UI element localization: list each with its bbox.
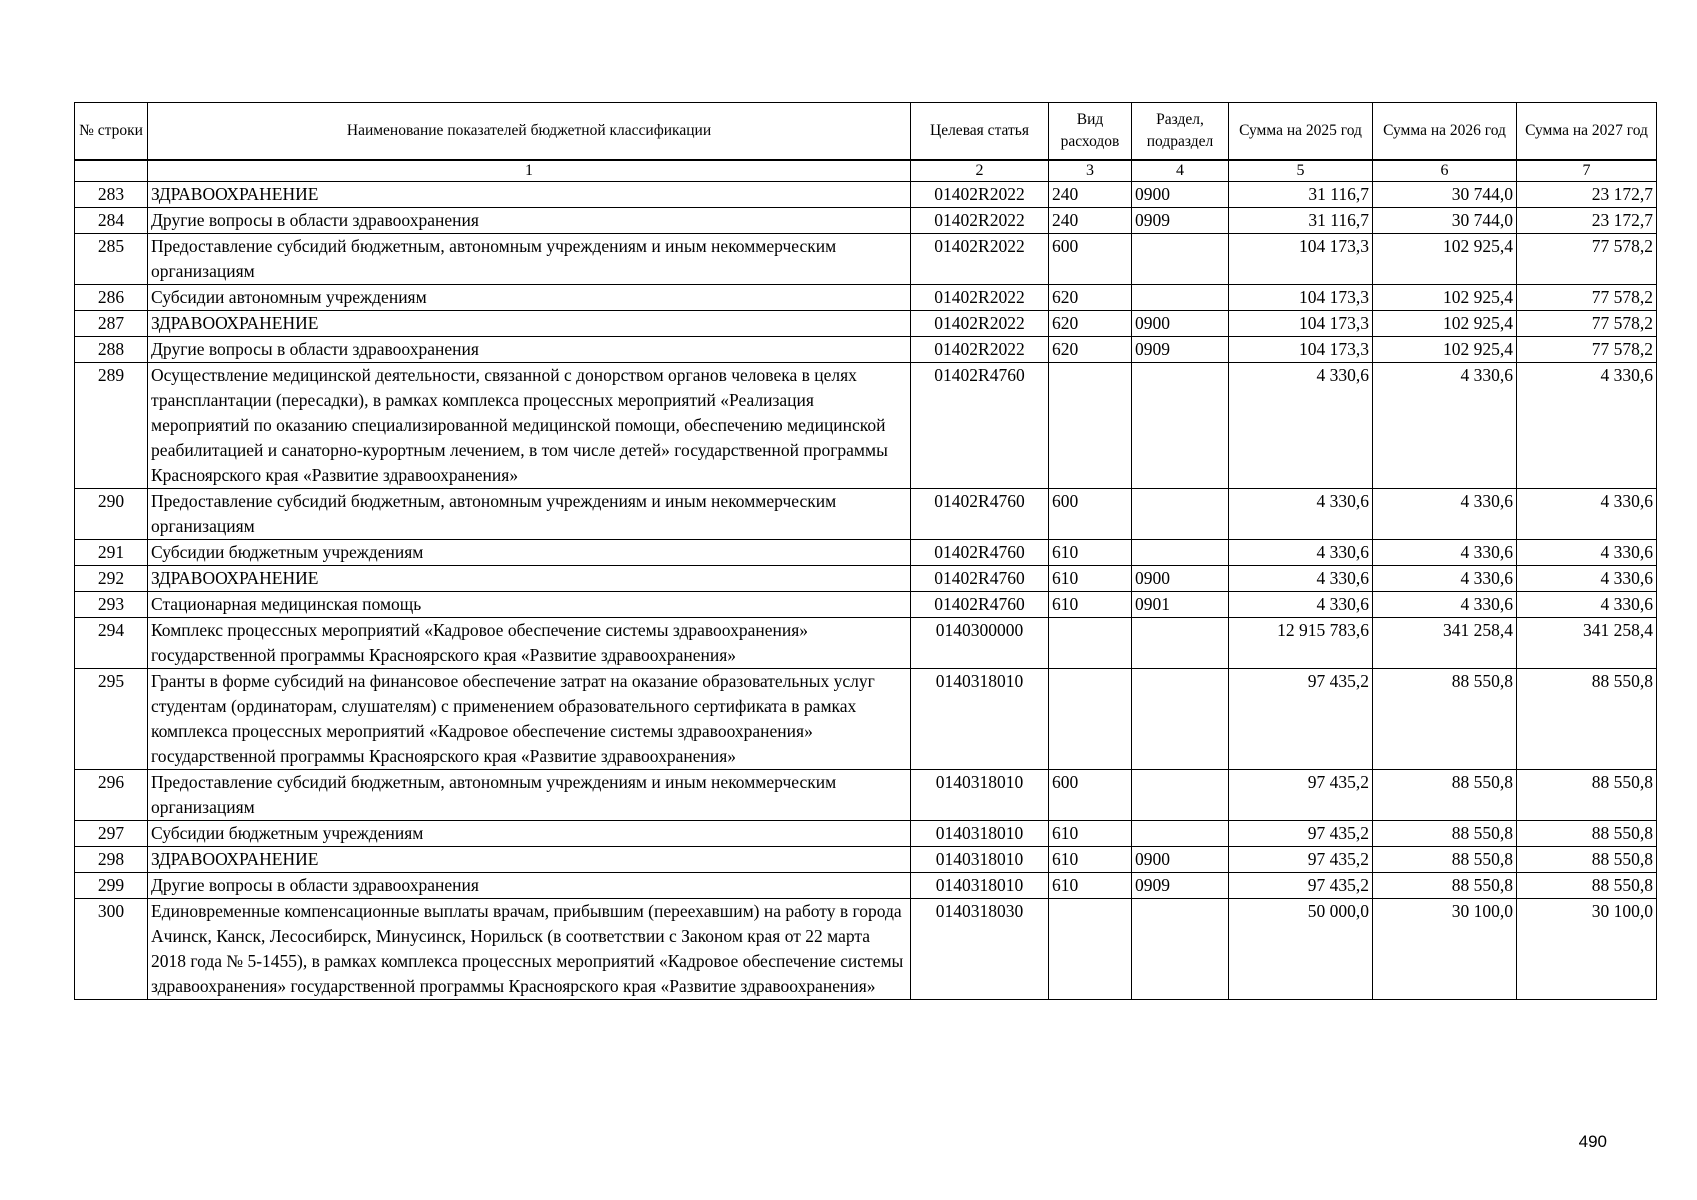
table-row <box>75 540 1657 566</box>
table-row <box>75 363 1657 489</box>
sum-2025: 104 173,3 <box>1229 285 1373 311</box>
header-target-item: Целевая статья <box>911 103 1049 161</box>
indicator-name: ЗДРАВООХРАНЕНИЕ <box>148 311 911 337</box>
indicator-name: Субсидии бюджетным учреждениям <box>148 821 911 847</box>
row-number: 298 <box>75 847 148 873</box>
page-number: 490 <box>1578 1132 1607 1151</box>
sum-2026: 88 550,8 <box>1373 821 1517 847</box>
target-item: 01402R4760 <box>911 489 1049 540</box>
indicator-name: Предоставление субсидий бюджетным, автономным учреждениям и иным некоммерческим организациям <box>148 770 911 821</box>
sum-2025: 50 000,0 <box>1229 899 1373 1000</box>
section-code: 0909 <box>1132 873 1229 899</box>
expense-kind: 600 <box>1049 770 1132 821</box>
section-code <box>1132 618 1229 669</box>
row-number: 284 <box>75 208 148 234</box>
target-item: 01402R4760 <box>911 566 1049 592</box>
indicator-name: ЗДРАВООХРАНЕНИЕ <box>148 566 911 592</box>
table-row <box>75 337 1657 363</box>
expense-kind: 620 <box>1049 311 1132 337</box>
column-number: 7 <box>1517 160 1657 182</box>
column-number <box>75 160 148 182</box>
section-code: 0900 <box>1132 182 1229 208</box>
table-row <box>75 566 1657 592</box>
row-number: 283 <box>75 182 148 208</box>
expense-kind: 240 <box>1049 182 1132 208</box>
indicator-name: Другие вопросы в области здравоохранения <box>148 873 911 899</box>
header-sum-2025: Сумма на 2025 год <box>1229 103 1373 161</box>
sum-2026: 102 925,4 <box>1373 285 1517 311</box>
sum-2026: 4 330,6 <box>1373 540 1517 566</box>
section-code: 0900 <box>1132 311 1229 337</box>
row-number: 299 <box>75 873 148 899</box>
sum-2026: 102 925,4 <box>1373 311 1517 337</box>
table-row <box>75 821 1657 847</box>
sum-2026: 30 744,0 <box>1373 208 1517 234</box>
column-number: 3 <box>1049 160 1132 182</box>
indicator-name: Комплекс процессных мероприятий «Кадровое обеспечение системы здравоохранения» государственной программы Красноярского края «Развитие здравоохранения» <box>148 618 911 669</box>
section-code <box>1132 669 1229 770</box>
table-row <box>75 285 1657 311</box>
expense-kind: 240 <box>1049 208 1132 234</box>
row-number: 288 <box>75 337 148 363</box>
sum-2026: 88 550,8 <box>1373 847 1517 873</box>
section-code: 0909 <box>1132 337 1229 363</box>
sum-2027: 88 550,8 <box>1517 847 1657 873</box>
table-row <box>75 899 1657 1000</box>
section-code <box>1132 234 1229 285</box>
target-item: 0140318010 <box>911 821 1049 847</box>
expense-kind: 610 <box>1049 821 1132 847</box>
sum-2025: 31 116,7 <box>1229 182 1373 208</box>
table-row <box>75 311 1657 337</box>
expense-kind <box>1049 899 1132 1000</box>
expense-kind: 620 <box>1049 285 1132 311</box>
row-number: 297 <box>75 821 148 847</box>
expense-kind: 600 <box>1049 234 1132 285</box>
sum-2027: 341 258,4 <box>1517 618 1657 669</box>
expense-kind <box>1049 618 1132 669</box>
budget-table <box>74 102 1657 1000</box>
column-number: 6 <box>1373 160 1517 182</box>
target-item: 0140300000 <box>911 618 1049 669</box>
indicator-name: Субсидии бюджетным учреждениям <box>148 540 911 566</box>
sum-2027: 4 330,6 <box>1517 540 1657 566</box>
sum-2025: 4 330,6 <box>1229 592 1373 618</box>
section-code: 0900 <box>1132 566 1229 592</box>
row-number: 291 <box>75 540 148 566</box>
sum-2026: 4 330,6 <box>1373 592 1517 618</box>
header-section: Раздел, подраздел <box>1132 103 1229 161</box>
sum-2025: 4 330,6 <box>1229 363 1373 489</box>
row-number: 300 <box>75 899 148 1000</box>
sum-2026: 341 258,4 <box>1373 618 1517 669</box>
table-row <box>75 208 1657 234</box>
section-code <box>1132 540 1229 566</box>
sum-2027: 77 578,2 <box>1517 234 1657 285</box>
expense-kind: 610 <box>1049 540 1132 566</box>
target-item: 01402R2022 <box>911 234 1049 285</box>
section-code <box>1132 363 1229 489</box>
row-number: 293 <box>75 592 148 618</box>
expense-kind: 600 <box>1049 489 1132 540</box>
section-code <box>1132 821 1229 847</box>
sum-2027: 4 330,6 <box>1517 592 1657 618</box>
target-item: 01402R2022 <box>911 182 1049 208</box>
sum-2025: 104 173,3 <box>1229 311 1373 337</box>
indicator-name: Субсидии автономным учреждениям <box>148 285 911 311</box>
table-row <box>75 234 1657 285</box>
sum-2027: 4 330,6 <box>1517 489 1657 540</box>
expense-kind: 610 <box>1049 566 1132 592</box>
target-item: 01402R2022 <box>911 285 1049 311</box>
sum-2027: 88 550,8 <box>1517 770 1657 821</box>
target-item: 01402R4760 <box>911 540 1049 566</box>
indicator-name: ЗДРАВООХРАНЕНИЕ <box>148 182 911 208</box>
expense-kind <box>1049 363 1132 489</box>
header-sum-2027: Сумма на 2027 год <box>1517 103 1657 161</box>
sum-2025: 97 435,2 <box>1229 669 1373 770</box>
sum-2027: 30 100,0 <box>1517 899 1657 1000</box>
target-item: 0140318030 <box>911 899 1049 1000</box>
target-item: 01402R2022 <box>911 311 1049 337</box>
row-number: 296 <box>75 770 148 821</box>
header-expense-kind: Вид расходов <box>1049 103 1132 161</box>
expense-kind: 620 <box>1049 337 1132 363</box>
column-number-row <box>75 160 1657 182</box>
row-number: 292 <box>75 566 148 592</box>
row-number: 286 <box>75 285 148 311</box>
indicator-name: Предоставление субсидий бюджетным, автономным учреждениям и иным некоммерческим организациям <box>148 234 911 285</box>
header-sum-2026: Сумма на 2026 год <box>1373 103 1517 161</box>
sum-2027: 23 172,7 <box>1517 182 1657 208</box>
table-row <box>75 770 1657 821</box>
sum-2027: 4 330,6 <box>1517 566 1657 592</box>
sum-2027: 88 550,8 <box>1517 873 1657 899</box>
expense-kind: 610 <box>1049 592 1132 618</box>
section-code: 0900 <box>1132 847 1229 873</box>
expense-kind: 610 <box>1049 873 1132 899</box>
sum-2026: 88 550,8 <box>1373 770 1517 821</box>
row-number: 289 <box>75 363 148 489</box>
indicator-name: Предоставление субсидий бюджетным, автономным учреждениям и иным некоммерческим организациям <box>148 489 911 540</box>
sum-2026: 88 550,8 <box>1373 873 1517 899</box>
sum-2025: 4 330,6 <box>1229 489 1373 540</box>
indicator-name: Осуществление медицинской деятельности, связанной с донорством органов человека в целях трансплантации (пересадки), в рамках комплекса процессных мероприятий «Реализация мероприятий по оказанию специализированной медицинской помощи, обеспечению медицинской реабилитацией и санаторно-курортным лечением, в том числе детей» государственной программы Красноярского края «Развитие здравоохранения» <box>148 363 911 489</box>
section-code <box>1132 285 1229 311</box>
table-row <box>75 182 1657 208</box>
sum-2025: 97 435,2 <box>1229 847 1373 873</box>
table-row <box>75 669 1657 770</box>
sum-2025: 97 435,2 <box>1229 821 1373 847</box>
sum-2026: 30 744,0 <box>1373 182 1517 208</box>
sum-2025: 4 330,6 <box>1229 566 1373 592</box>
target-item: 01402R2022 <box>911 337 1049 363</box>
column-number: 1 <box>148 160 911 182</box>
table-row <box>75 618 1657 669</box>
sum-2027: 4 330,6 <box>1517 363 1657 489</box>
indicator-name: Другие вопросы в области здравоохранения <box>148 208 911 234</box>
expense-kind: 610 <box>1049 847 1132 873</box>
sum-2027: 88 550,8 <box>1517 821 1657 847</box>
sum-2027: 77 578,2 <box>1517 285 1657 311</box>
header-row <box>75 103 1657 161</box>
sum-2025: 104 173,3 <box>1229 337 1373 363</box>
column-number: 5 <box>1229 160 1373 182</box>
expense-kind <box>1049 669 1132 770</box>
header-row-no: № строки <box>75 103 148 161</box>
sum-2025: 97 435,2 <box>1229 873 1373 899</box>
target-item: 01402R4760 <box>911 592 1049 618</box>
indicator-name: ЗДРАВООХРАНЕНИЕ <box>148 847 911 873</box>
sum-2026: 102 925,4 <box>1373 337 1517 363</box>
sum-2027: 23 172,7 <box>1517 208 1657 234</box>
target-item: 01402R4760 <box>911 363 1049 489</box>
sum-2026: 30 100,0 <box>1373 899 1517 1000</box>
table-row <box>75 489 1657 540</box>
target-item: 0140318010 <box>911 770 1049 821</box>
column-number: 4 <box>1132 160 1229 182</box>
section-code <box>1132 899 1229 1000</box>
row-number: 294 <box>75 618 148 669</box>
sum-2027: 77 578,2 <box>1517 337 1657 363</box>
row-number: 290 <box>75 489 148 540</box>
column-number: 2 <box>911 160 1049 182</box>
sum-2025: 104 173,3 <box>1229 234 1373 285</box>
header-name: Наименование показателей бюджетной классификации <box>148 103 911 161</box>
indicator-name: Стационарная медицинская помощь <box>148 592 911 618</box>
sum-2025: 12 915 783,6 <box>1229 618 1373 669</box>
target-item: 0140318010 <box>911 847 1049 873</box>
table-body <box>75 182 1657 1000</box>
table-row <box>75 592 1657 618</box>
sum-2026: 4 330,6 <box>1373 363 1517 489</box>
section-code <box>1132 489 1229 540</box>
sum-2025: 4 330,6 <box>1229 540 1373 566</box>
target-item: 0140318010 <box>911 669 1049 770</box>
indicator-name: Гранты в форме субсидий на финансовое обеспечение затрат на оказание образовательных услуг студентам (ординаторам, слушателям) с применением образовательного сертификата в рамках комплекса процессных мероприятий «Кадровое обеспечение системы здравоохранения» государственной программы Красноярского края «Развитие здравоохранения» <box>148 669 911 770</box>
row-number: 287 <box>75 311 148 337</box>
sum-2027: 77 578,2 <box>1517 311 1657 337</box>
row-number: 285 <box>75 234 148 285</box>
section-code <box>1132 770 1229 821</box>
sum-2025: 97 435,2 <box>1229 770 1373 821</box>
sum-2026: 4 330,6 <box>1373 566 1517 592</box>
sum-2027: 88 550,8 <box>1517 669 1657 770</box>
sum-2026: 102 925,4 <box>1373 234 1517 285</box>
target-item: 01402R2022 <box>911 208 1049 234</box>
section-code: 0909 <box>1132 208 1229 234</box>
indicator-name: Единовременные компенсационные выплаты врачам, прибывшим (переехавшим) на работу в города Ачинск, Канск, Лесосибирск, Минусинск, Норильск (в соответствии с Законом края от 22 марта 2018 года № 5-1455), в рамках комплекса процессных мероприятий «Кадровое обеспечение системы здравоохранения» государственной программы Красноярского края «Развитие здравоохранения» <box>148 899 911 1000</box>
table-row <box>75 847 1657 873</box>
section-code: 0901 <box>1132 592 1229 618</box>
sum-2026: 88 550,8 <box>1373 669 1517 770</box>
target-item: 0140318010 <box>911 873 1049 899</box>
indicator-name: Другие вопросы в области здравоохранения <box>148 337 911 363</box>
sum-2025: 31 116,7 <box>1229 208 1373 234</box>
row-number: 295 <box>75 669 148 770</box>
table-row <box>75 873 1657 899</box>
sum-2026: 4 330,6 <box>1373 489 1517 540</box>
